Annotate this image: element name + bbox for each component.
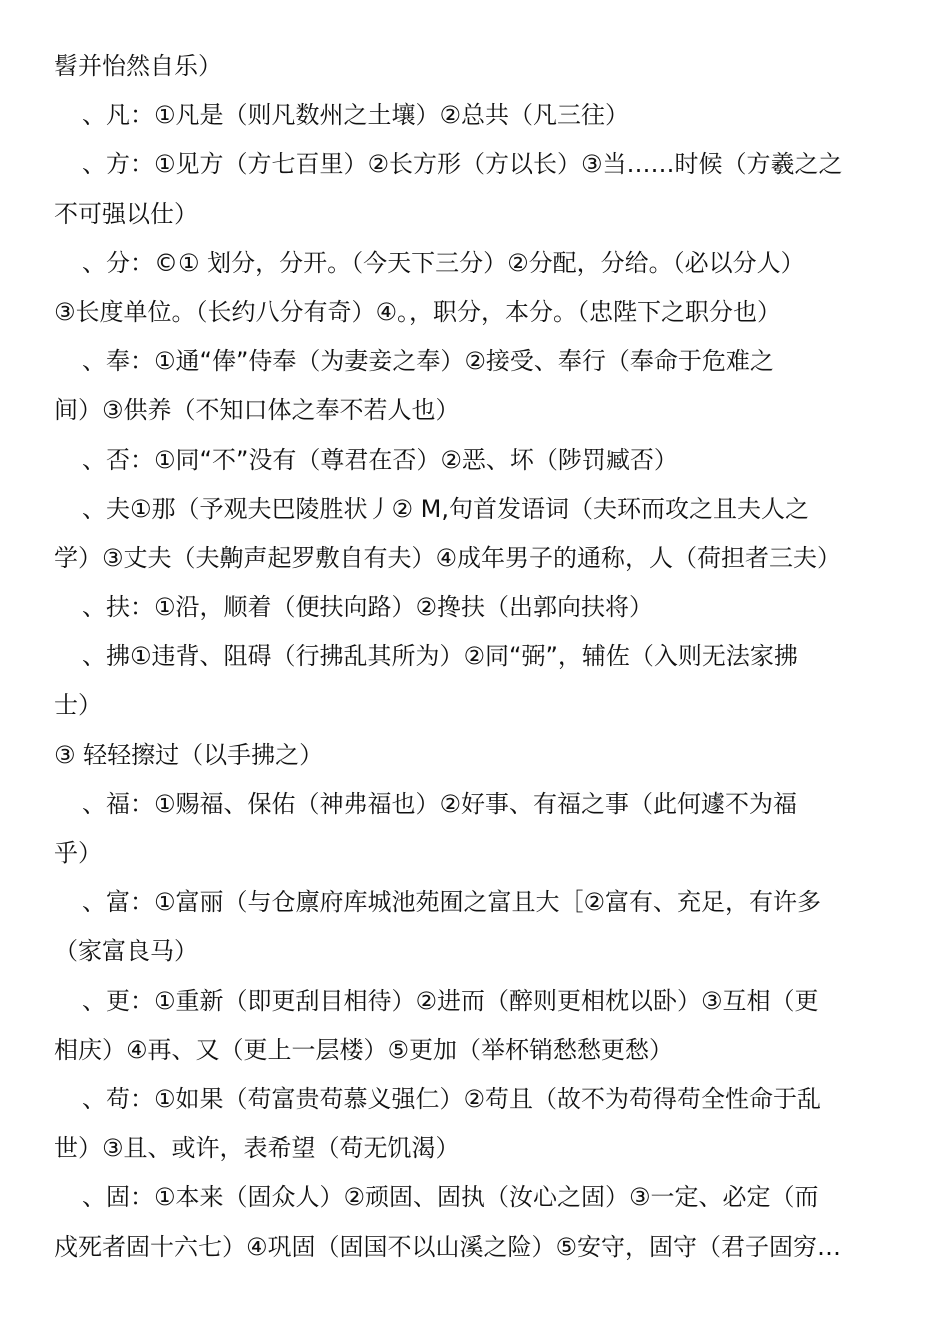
text-line: 士）: [54, 691, 102, 720]
text-line: 、固：①本来（固众人）②顽固、固执（汝心之固）③一定、必定（而: [82, 1183, 819, 1212]
text-line: 、分：©① 划分，分开。（今天下三分）②分配，分给。（必以分人）: [82, 248, 805, 277]
text-line: 、方：①见方（方七百里）②长方形（方以长）③当……时候（方羲之之: [82, 150, 843, 179]
text-line: （家富良马）: [54, 937, 198, 966]
text-line: 、富：①富丽（与仓廪府库城池苑囿之富且大［②富有、充足，有许多: [82, 888, 822, 917]
text-line: 、凡：①凡是（则凡数州之土壤）②总共（凡三往）: [82, 101, 630, 130]
text-line: 乎）: [54, 839, 102, 867]
text-line: ③长度单位。（长约八分有奇）④。，职分，本分。（忠陛下之职分也）: [54, 297, 782, 326]
text-line: ③ 轻轻擦过（以手拂之）: [54, 740, 324, 769]
text-line: 、扶：①沿，顺着（便扶向路）②搀扶（出郭向扶将）: [82, 593, 654, 622]
text-line: 世）③且、或许，表希望（苟无饥渴）: [54, 1134, 460, 1163]
text-line: 、福：①赐福、保佑（神弗福也）②好事、有福之事（此何遽不为福: [82, 789, 798, 818]
text-line: 间）③供养（不知口体之奉不若人也）: [54, 396, 460, 425]
text-line: 、更：①重新（即更刮目相待）②进而（醉则更相枕以卧）③互相（更: [82, 986, 819, 1015]
text-line: 相庆）④再、又（更上一层楼）⑤更加（举杯销愁愁更愁）: [54, 1035, 674, 1064]
text-line: 、奉：①通“俸”侍奉（为妻妾之奉）②接受、奉行（奉命于危难之: [82, 347, 774, 376]
text-line: 、拂①违背、阻碍（行拂乱其所为）②同“弼”，辅佐（入则无法家拂: [82, 642, 798, 671]
text-line: 戍死者固十六七）④巩固（固国不以山溪之险）⑤安守，固守（君子固穷…: [54, 1232, 842, 1261]
text-line: 髫并怡然自乐）: [54, 52, 222, 80]
text-line: 、苟：①如果（苟富贵苟慕义强仁）②苟且（故不为苟得苟全性命于乱: [82, 1084, 822, 1113]
text-line: 、否：①同“不”没有（尊君在否）②恶、坏（陟罚臧否）: [82, 445, 678, 474]
text-line: 、夫①那（予观夫巴陵胜状丿② M,句首发语词（夫环而攻之且夫人之: [82, 494, 809, 523]
document-body: [54, 42, 896, 1272]
text-line: 不可强以仕）: [54, 199, 198, 228]
text-line: 学）③丈夫（夫齁声起罗敷自有夫）④成年男子的通称，人（荷担者三夫）: [54, 543, 842, 572]
